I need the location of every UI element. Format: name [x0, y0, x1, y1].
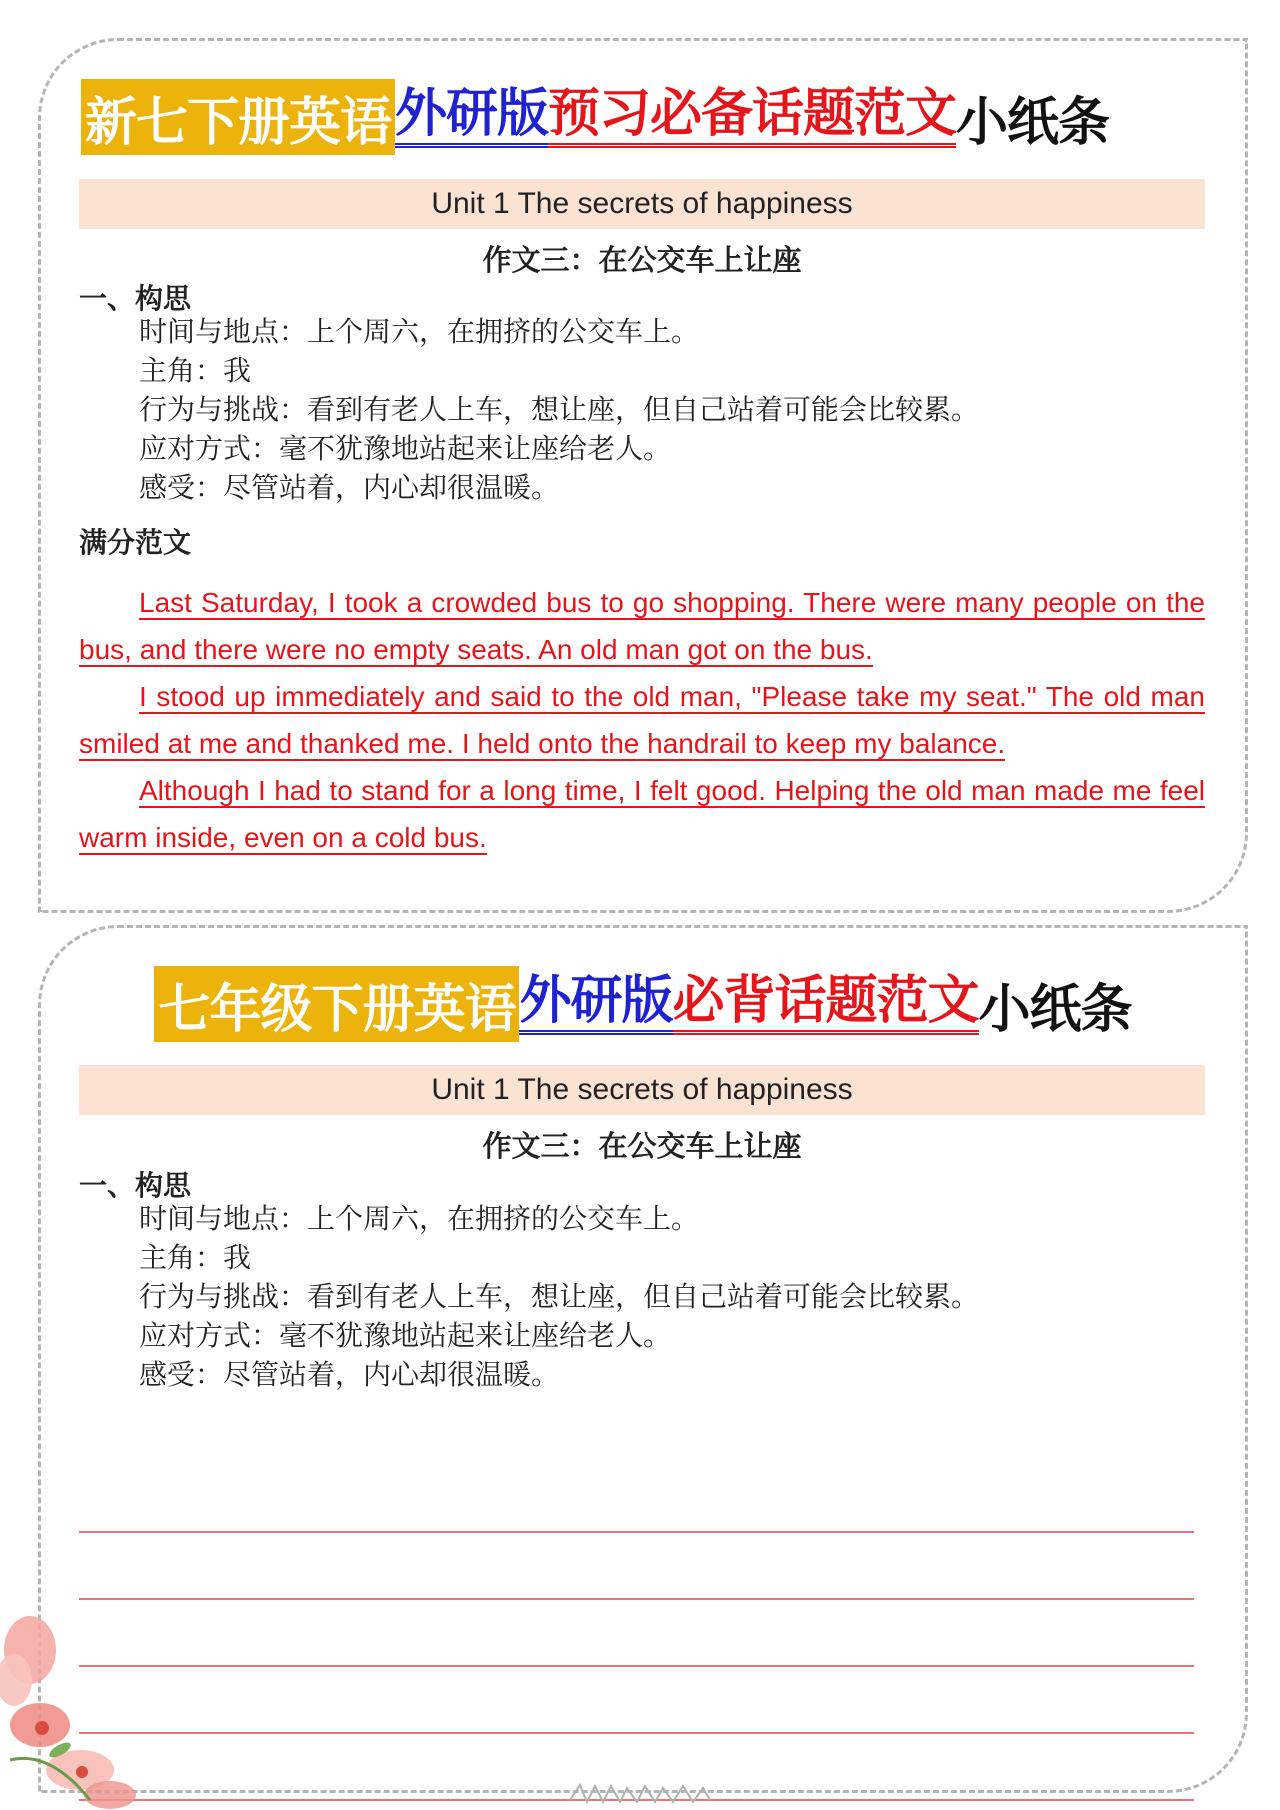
outline-item: 应对方式：毫不犹豫地站起来让座给老人。 [139, 432, 672, 465]
title-highlight: 七年级下册英语 [154, 966, 519, 1042]
essay-paragraph [79, 579, 1205, 673]
outline-item: 主角：我 [139, 354, 252, 387]
outline-item: 感受：尽管站着，内心却很温暖。 [139, 471, 560, 504]
writing-line[interactable] [79, 1667, 1194, 1734]
flower-decoration-icon [0, 1610, 170, 1810]
preview-card [38, 38, 1248, 913]
essay-paragraph [79, 673, 1205, 767]
outline-item: 时间与地点：上个周六，在拥挤的公交车上。 [139, 1202, 700, 1235]
essay-paragraph-text: I stood up immediately and said to the old man, "Please take my seat." The old man smiled at me and thanked me. I held onto the handrail to keep my balance. [79, 681, 1205, 759]
essay-paragraph-text: Last Saturday, I took a crowded bus to go shopping. There were many people on the bus, and there were no empty seats. An old man got on the bus. [79, 587, 1205, 665]
model-essay-heading: 满分范文 [79, 526, 192, 559]
writing-lines [79, 1466, 1194, 1801]
title-topic: 必背话题范文 [673, 973, 979, 1035]
writing-line[interactable] [79, 1466, 1194, 1533]
outline-item: 应对方式：毫不犹豫地站起来让座给老人。 [139, 1319, 672, 1352]
card-title [81, 73, 1205, 161]
title-edition: 外研版 [395, 86, 548, 148]
writing-line[interactable] [79, 1600, 1194, 1667]
outline-item: 时间与地点：上个周六，在拥挤的公交车上。 [139, 315, 700, 348]
outline-item: 行为与挑战：看到有老人上车，想让座，但自己站着可能会比较累。 [139, 1280, 980, 1313]
title-suffix: 小纸条 [956, 92, 1110, 153]
outline-item: 行为与挑战：看到有老人上车，想让座，但自己站着可能会比较累。 [139, 393, 980, 426]
title-highlight: 新七下册英语 [81, 79, 395, 155]
essay-subtitle: 作文三：在公交车上让座 [482, 243, 802, 277]
outline-list [139, 312, 979, 507]
outline-item: 感受：尽管站着，内心却很温暖。 [139, 1358, 560, 1391]
title-suffix: 小纸条 [978, 979, 1132, 1040]
scribble-decoration-icon [565, 1780, 715, 1808]
outline-heading: 一、构思 [79, 282, 192, 315]
unit-heading: Unit 1 The secrets of happiness [79, 179, 1205, 229]
unit-heading: Unit 1 The secrets of happiness [79, 1065, 1205, 1115]
essay-subtitle: 作文三：在公交车上让座 [482, 1129, 802, 1163]
essay-paragraph [79, 767, 1205, 861]
practice-card [38, 925, 1248, 1793]
outline-item: 主角：我 [139, 1241, 252, 1274]
outline-list [139, 1199, 979, 1394]
title-edition: 外研版 [519, 973, 672, 1035]
model-essay [79, 579, 1205, 861]
outline-heading: 一、构思 [79, 1169, 192, 1202]
card-title [81, 960, 1205, 1048]
title-topic: 预习必备话题范文 [548, 86, 956, 148]
writing-line[interactable] [79, 1533, 1194, 1600]
essay-paragraph-text: Although I had to stand for a long time, I felt good. Helping the old man made me feel warm inside, even on a cold bus. [79, 775, 1205, 853]
